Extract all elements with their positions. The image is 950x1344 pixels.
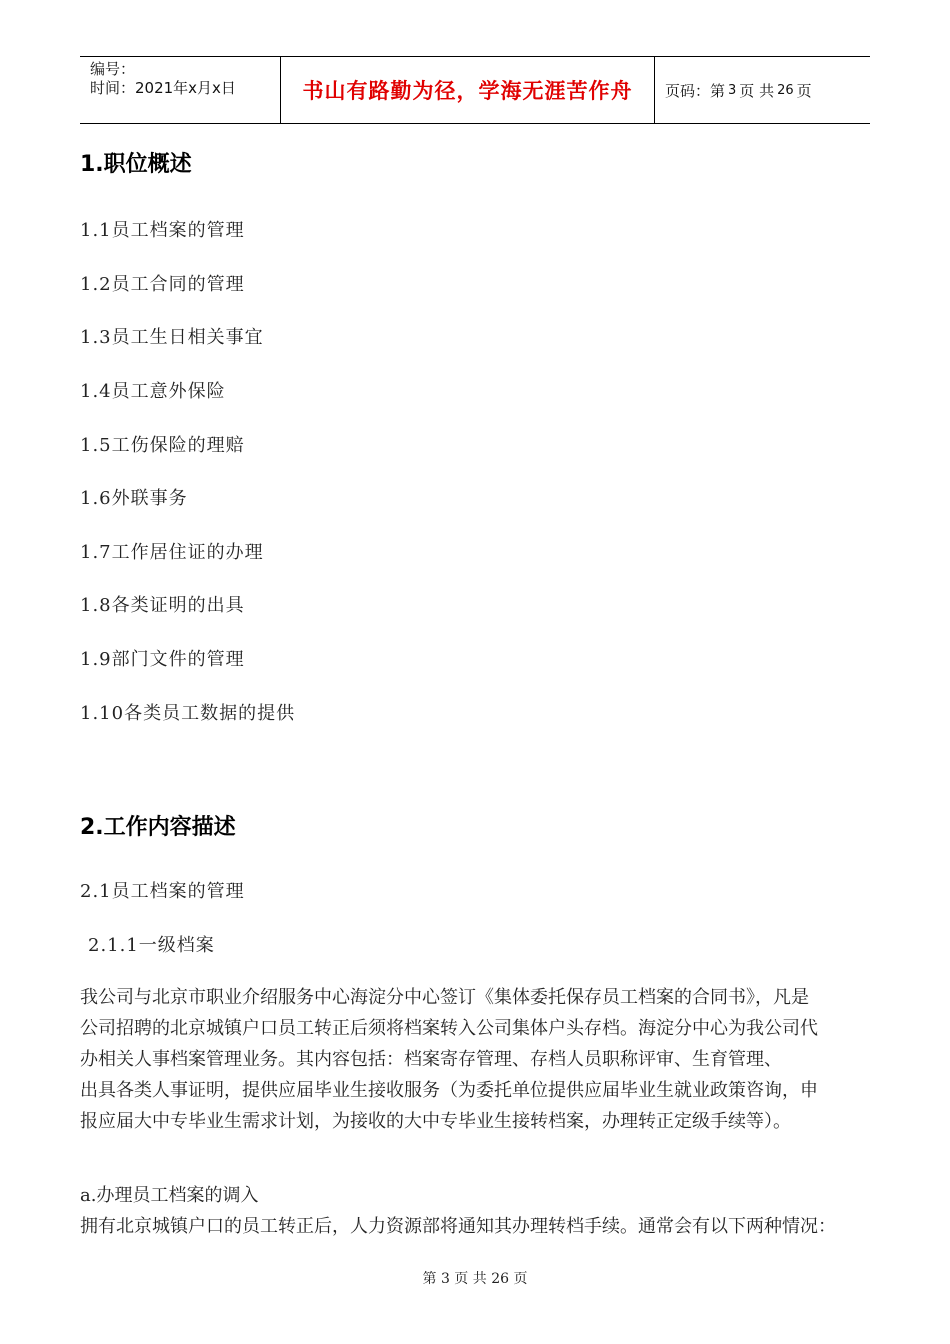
page-current: 3 <box>728 82 737 98</box>
list-item: 1.9部门文件的管理 <box>80 649 245 670</box>
header-page-info <box>655 57 870 123</box>
item-a-block <box>80 1180 880 1242</box>
list-item: 1.7工作居住证的办理 <box>80 542 264 563</box>
paragraph-line: 出具各类人事证明，提供应届毕业生接收服务（为委托单位提供应届毕业生就业政策咨询，申 <box>80 1080 818 1101</box>
page-total: 26 <box>777 82 794 98</box>
list-item: 1.4员工意外保险 <box>80 381 226 402</box>
list-item: 1.1员工档案的管理 <box>80 220 245 241</box>
list-item: 1.10各类员工数据的提供 <box>80 703 296 724</box>
list-item: 1.6外联事务 <box>80 488 188 509</box>
subsection-title: 2.1员工档案的管理 <box>80 881 245 902</box>
page-end-label: 页 <box>796 81 812 100</box>
subsubsection-title: 2.1.1一级档案 <box>88 935 215 956</box>
list-item: 1.5工伤保险的理赔 <box>80 435 245 456</box>
item-a-title: a.办理员工档案的调入 <box>80 1185 259 1206</box>
page-mid-label: 页 共 <box>739 81 775 100</box>
document-number-label: 编号： <box>90 60 136 78</box>
page-header <box>80 56 870 124</box>
list-item: 1.8各类证明的出具 <box>80 595 245 616</box>
document-time: 时间：2021年x月x日 <box>90 79 236 97</box>
section-2-title: 2.工作内容描述 <box>80 815 236 840</box>
paragraph-line: 办相关人事档案管理业务。其内容包括：档案寄存管理、存档人员职称评审、生育管理、 <box>80 1049 782 1070</box>
item-a-text: 拥有北京城镇户口的员工转正后，人力资源部将通知其办理转档手续。通常会有以下两种情况： <box>80 1216 836 1237</box>
page-footer: 第 3 页 共 26 页 <box>422 1271 528 1287</box>
section-1-title: 1.职位概述 <box>80 152 192 177</box>
paragraph-line: 我公司与北京市职业介绍服务中心海淀分中心签订《集体委托保存员工档案的合同书》，凡是 <box>80 987 809 1008</box>
paragraph-line: 报应届大中专毕业生需求计划，为接收的大中专毕业生接转档案，办理转正定级手续等）。 <box>80 1111 791 1132</box>
page-label: 页码：第 <box>665 81 726 100</box>
list-item: 1.2员工合同的管理 <box>80 274 245 295</box>
header-meta <box>80 57 281 123</box>
paragraph-line: 公司招聘的北京城镇户口员工转正后须将档案转入公司集体户头存档。海淀分中心为我公司代 <box>80 1018 818 1039</box>
body-paragraph <box>80 982 880 1137</box>
header-motto: 书山有路勤为径，学海无涯苦作舟 <box>281 57 655 123</box>
list-item: 1.3员工生日相关事宜 <box>80 327 264 348</box>
